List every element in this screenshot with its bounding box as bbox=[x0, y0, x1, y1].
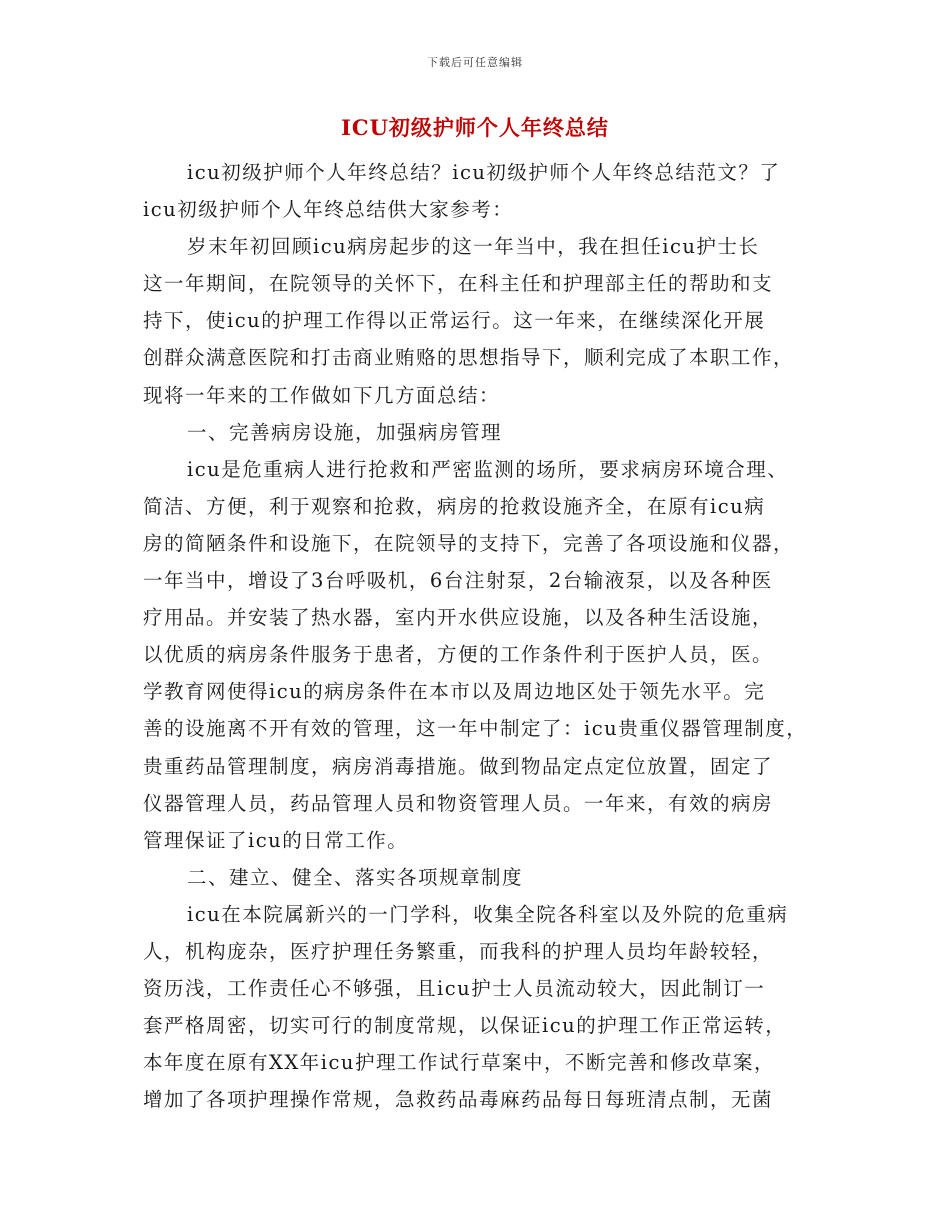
text-line: 二、建立、健全、落实各项规章制度 bbox=[187, 865, 524, 889]
text-line: 疗用品。并安装了热水器，室内开水供应设施，以及各种生活设施， bbox=[143, 606, 774, 630]
text-line: icu初级护师个人年终总结供大家参考： bbox=[143, 198, 514, 222]
text-line: 现将一年来的工作做如下几方面总结： bbox=[143, 383, 501, 407]
text-line: 创群众满意医院和打击商业贿赂的思想指导下，顺利完成了本职工作， bbox=[143, 346, 795, 370]
text-line: 本年度在原有XX年icu护理工作试行草案中，不断完善和修改草案， bbox=[143, 1051, 775, 1075]
text-line: 贵重药品管理制度，病房消毒措施。做到物品定点定位放置，固定了 bbox=[143, 754, 774, 778]
text-line: 套严格周密，切实可行的制度常规，以保证icu的护理工作正常运转， bbox=[143, 1014, 787, 1038]
text-line: 持下，使icu的护理工作得以正常运行。这一年来，在继续深化开展 bbox=[143, 309, 766, 333]
text-line: 房的简陋条件和设施下，在院领导的支持下，完善了各项设施和仪器， bbox=[143, 531, 795, 555]
text-line: 仪器管理人员，药品管理人员和物资管理人员。一年来，有效的病房 bbox=[143, 791, 774, 815]
document-title: ICU初级护师个人年终总结 bbox=[341, 115, 609, 140]
text-line: 善的设施离不开有效的管理，这一年中制定了：icu贵重仪器管理制度， bbox=[143, 717, 808, 741]
text-line: 增加了各项护理操作常规，急救药品毒麻药品每日每班清点制，无菌 bbox=[143, 1088, 774, 1112]
text-line: 岁末年初回顾icu病房起步的这一年当中，我在担任icu护士长 bbox=[187, 235, 760, 259]
text-line: 这一年期间，在院领导的关怀下，在科主任和护理部主任的帮助和支 bbox=[143, 272, 774, 296]
text-line: icu初级护师个人年终总结？icu初级护师个人年终总结范文？了 bbox=[187, 161, 781, 184]
document-body bbox=[143, 158, 823, 1122]
text-line: 资历浅，工作责任心不够强，且icu护士人员流动较大，因此制订一 bbox=[143, 977, 766, 1001]
text-line: 简洁、方便，利于观察和抢救，病房的抢救设施齐全，在原有icu病 bbox=[143, 494, 766, 518]
text-line: 学教育网使得icu的病房条件在本市以及周边地区处于领先水平。完 bbox=[143, 680, 766, 704]
header-note: 下载后可任意编辑 bbox=[427, 56, 523, 69]
text-line: icu是危重病人进行抢救和严密监测的场所，要求病房环境合理、 bbox=[187, 457, 789, 481]
text-line: 管理保证了icu的日常工作。 bbox=[143, 828, 409, 852]
text-line: 一、完善病房设施，加强病房管理 bbox=[187, 420, 503, 444]
text-line: icu在本院属新兴的一门学科，收集全院各科室以及外院的危重病 bbox=[187, 902, 789, 926]
text-line: 以优质的病房条件服务于患者，方便的工作条件利于医护人员，医。 bbox=[143, 643, 774, 667]
text-line: 人，机构庞杂，医疗护理任务繁重，而我科的护理人员均年龄较轻， bbox=[143, 939, 774, 963]
text-line: 一年当中，增设了3台呼吸机，6台注射泵，2台输液泵，以及各种医 bbox=[143, 569, 773, 593]
